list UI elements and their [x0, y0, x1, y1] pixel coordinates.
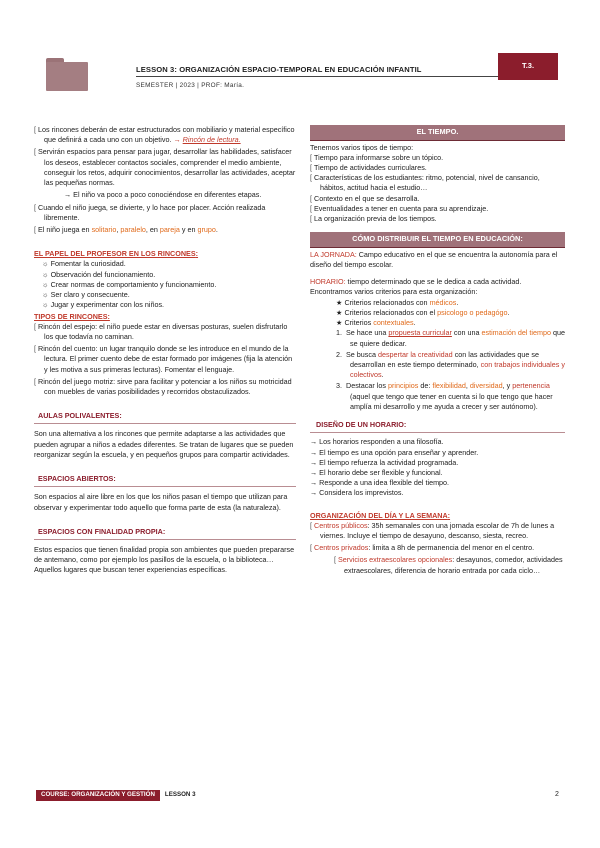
- finalidad-text: Estos espacios que tienen finalidad propia son ambientes que pueden prepararse de antemano, como por ejemplo los pasillos de la escuela, o la biblioteca… Aquellos lugares que buscan tener experiencias específicas.: [34, 545, 295, 575]
- bracket-icon: [: [310, 152, 312, 162]
- left-column: [34, 125, 296, 578]
- lesson-title: LESSON 3: ORGANIZACIÓN ESPACIO-TEMPORAL EN EDUCACIÓN INFANTIL: [136, 65, 422, 74]
- heading-finalidad-propia: ESPACIOS CON FINALIDAD PROPIA:: [34, 527, 296, 540]
- list-item: ☼ Crear normas de comportamiento y funcionamiento.: [42, 279, 217, 289]
- heading-papel-profesor: EL PAPEL DEL PROFESOR EN LOS RINCONES:: [34, 249, 199, 259]
- centros-privados: [ Centros privados: limita a 8h de permanencia del menor en el centro.: [310, 543, 535, 553]
- list-item: ☼ Observación del funcionamiento.: [42, 269, 156, 279]
- bracket-icon: [: [310, 203, 312, 213]
- heading-diseno-horario: DISEÑO DE UN HORARIO:: [310, 420, 565, 433]
- heading-espacios-abiertos: ESPACIOS ABIERTOS:: [34, 474, 296, 487]
- bracket-icon: [: [310, 520, 312, 530]
- tipo-juego-motriz: [ Rincón del juego motriz: sirve para facilitar y potenciar a los niños su motricidad con muebles de varias posibilidades y recorridos obstaculizados.: [34, 376, 292, 397]
- heading-el-tiempo: EL TIEMPO.: [310, 125, 565, 141]
- tiempo-intro: Tenemos varios tipos de tiempo:: [310, 142, 414, 152]
- bracket-icon: [: [34, 224, 36, 234]
- heading-distribuir-tiempo: CÓMO DISTRIBUIR EL TIEMPO EN EDUCACIÓN:: [310, 232, 565, 248]
- page-number: 2: [555, 791, 559, 798]
- paragraph-etapas: → El niño va poco a poco conociéndose en diferentes etapas.: [64, 190, 262, 200]
- list-item: [ Contexto en el que se desarrolla.: [310, 193, 420, 203]
- footer-course-badge: COURSE: ORGANIZACIÓN Y GESTIÓN: [36, 790, 160, 801]
- list-item: [ La organización previa de los tiempos.: [310, 214, 437, 224]
- list-item: ☼ Fomentar la curiosidad.: [42, 259, 126, 269]
- papel-list: [34, 259, 296, 310]
- list-item: ★ Criterios contextuales.: [336, 318, 416, 328]
- star-icon: ★: [336, 297, 345, 307]
- footer: [36, 789, 196, 802]
- bracket-icon: [: [334, 555, 336, 565]
- list-item: ☼ Ser claro y consecuente.: [42, 290, 130, 300]
- paragraph-espacios: [ Servirán espacios para pensar para jugar, desarrollar las habilidades, satisfacer los deseos, establecer contactos sociales, comprender el medio ambiente, conseguir los retos, adquirir conocimientos, desarrollar las actividades, aceptar las pequeñas normas.: [34, 147, 296, 188]
- bracket-icon: [: [310, 543, 312, 553]
- bracket-icon: [: [34, 147, 36, 157]
- list-item: [ Tiempo de actividades curriculares.: [310, 162, 427, 172]
- heading-tipos-rincones: TIPOS DE RINCONES:: [34, 311, 110, 321]
- bracket-icon: [: [310, 162, 312, 172]
- aulas-text: Son una alternativa a los rincones que permite adaptarse a las actividades que pueden agrupar a niños a edades diferentes. Se tratan de lugares que se pueden reorganizar según la escuela, y en pequeños grupos para compartir actividades.: [34, 429, 294, 459]
- list-item: 2. Se busca despertar la creatividad con las actividades que se desarrollan en este tiempo determinado, con trabajos individuales y colectivos.: [336, 349, 565, 380]
- bracket-icon: [: [34, 321, 36, 331]
- folder-icon: [46, 58, 88, 91]
- list-item: 1. Se hace una propuesta curricular con una estimación del tiempo que se quiere dedicar.: [336, 328, 565, 348]
- topic-badge: T.3.: [498, 53, 558, 80]
- horario-text: HORARIO: tiempo determinado que se le dedica a cada actividad. Encontramos varios criterios para esta organización:: [310, 277, 522, 297]
- list-item: → Responde a una idea flexible del tiempo.: [310, 478, 450, 488]
- list-item: 3. Destacar los principios de: flexibilidad, diversidad, y pertenencia (aquel que tengo que tener en cuenta si lo que tengo que hacer amplía mi desarrollo y me ayuda a crecer y ser autónomo).: [336, 381, 553, 411]
- list-item: [ Características de los estudiantes: ritmo, potencial, nivel de cansancio, hábitos, actitud hacia el estudio…: [310, 173, 540, 193]
- numbered-list: [336, 328, 565, 412]
- list-item: [ Eventualidades a tener en cuenta para su aprendizaje.: [310, 203, 489, 213]
- heading-aulas-polivalentes: AULAS POLIVALENTES:: [34, 411, 296, 424]
- heading-organizacion-dia: ORGANIZACIÓN DEL DÍA Y LA SEMANA:: [310, 510, 451, 520]
- list-item: ★ Criterios relacionados con el psicologo o pedagógo.: [336, 307, 510, 317]
- sun-bullet-icon: ☼: [42, 269, 49, 279]
- list-item: → El tiempo es una opción para enseñar y aprender.: [310, 447, 479, 457]
- bracket-icon: [: [34, 125, 36, 134]
- list-item: ☼ Jugar y experimentar con los niños.: [42, 300, 165, 310]
- semester-line: SEMESTER | 2023 | PROF: María.: [136, 82, 245, 89]
- paragraph-modos-juego: [ El niño juega en solitario, paralelo, en pareja y en grupo.: [34, 224, 218, 234]
- criterios-list: [336, 298, 565, 329]
- servicios-extraescolares: [ Servicios extraescolares opcionales: desayunos, comedor, actividades extraescolares, diferencia de horario entrada por cada ciclo…: [334, 555, 563, 575]
- centros-publicos: [ Centros públicos: 35h semanales con una jornada escolar de 7h de lunes a viernes. Incluye el tiempo de desayuno, descanso, siesta, recreo.: [310, 520, 555, 541]
- sun-bullet-icon: ☼: [42, 259, 49, 269]
- star-icon: ★: [336, 318, 345, 328]
- list-item: → Los horarios responden a una filosofía.: [310, 437, 444, 447]
- sun-bullet-icon: ☼: [42, 300, 49, 310]
- abiertos-text: Son espacios al aire libre en los que los niños pasan el tiempo que utilizan para observar y experimentar todo aquello que forma parte de esta (la naturaleza).: [34, 492, 288, 512]
- list-item: → El horario debe ser flexible y funcional.: [310, 467, 443, 477]
- paragraph-rincones: [ Los rincones deberán de estar estructurados con mobiliario y material específico que definirá a cada uno con un objetivo. → Rincón de lectura.: [34, 125, 295, 145]
- sun-bullet-icon: ☼: [42, 279, 49, 289]
- header-divider: [136, 76, 498, 77]
- jornada-text: LA JORNADA: Campo educativo en el que se encuentra la autonomía para el diseño del tiempo escolar.: [310, 249, 558, 269]
- tipo-cuento: [ Rincón del cuento: un lugar tranquilo donde se les introduce en el mundo de la lectura. El primer cuento debe de estar formado por imágenes (fija la atención y les motiva a sus primeras lecturas). Fomentar el lenguaje.: [34, 344, 293, 374]
- list-item: → El tiempo refuerza la actividad programada.: [310, 457, 459, 467]
- sun-bullet-icon: ☼: [42, 290, 49, 300]
- footer-lesson: LESSON 3: [164, 791, 196, 799]
- bracket-icon: [: [34, 376, 36, 386]
- list-item: → Considera los imprevistos.: [310, 488, 404, 498]
- bracket-icon: [: [310, 193, 312, 203]
- bracket-icon: [: [34, 344, 36, 354]
- list-item: [ Tiempo para informarse sobre un tópico.: [310, 152, 444, 162]
- star-icon: ★: [336, 307, 345, 317]
- paragraph-juega: [ Cuando el niño juega, se divierte, y lo hace por placer. Acción realizada libremente.: [34, 202, 266, 222]
- right-column: [310, 125, 565, 580]
- bracket-icon: [: [310, 214, 312, 224]
- bracket-icon: [: [34, 202, 36, 212]
- tipo-espejo: [ Rincón del espejo: el niño puede estar en diversas posturas, suelen disfrutarlo los que todavía no caminan.: [34, 321, 288, 341]
- bracket-icon: [: [310, 173, 312, 183]
- list-item: ★ Criterios relacionados con médicos.: [336, 297, 459, 307]
